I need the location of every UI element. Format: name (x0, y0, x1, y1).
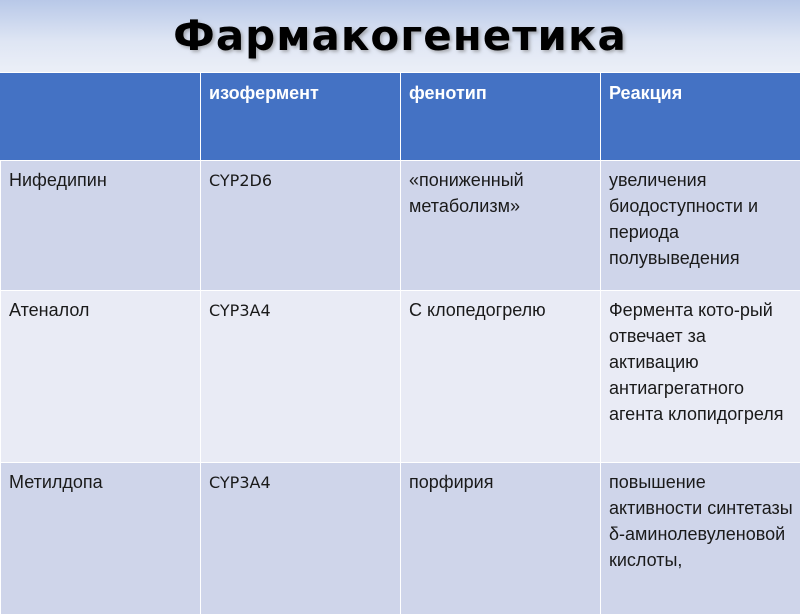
header-cell-isoenzyme: изофермент (201, 73, 401, 161)
table-row (1, 161, 800, 291)
drug-cell: Нифедипин (1, 161, 201, 291)
reaction-cell: Фермента кото-рый отвечает за активацию антиагрегатного агента клопидогреля (601, 291, 800, 463)
table-header-row (1, 73, 800, 161)
pharmacogenetics-table (0, 72, 800, 615)
drug-cell: Метилдопа (1, 463, 201, 615)
enzyme-cell: CYP2D6 (201, 161, 401, 291)
reaction-cell: увеличения биодоступности и периода полувыведения (601, 161, 800, 291)
reaction-cell: повышение активности синтетазы δ-аминолевуленовой кислоты, (601, 463, 800, 615)
header-cell-phenotype: фенотип (401, 73, 601, 161)
phenotype-cell: С клопедогрелю (401, 291, 601, 463)
enzyme-cell: CYP3A4 (201, 291, 401, 463)
header-cell-reaction: Реакция (601, 73, 800, 161)
table-row (1, 291, 800, 463)
drug-cell: Атеналол (1, 291, 201, 463)
phenotype-cell: порфирия (401, 463, 601, 615)
slide-title: Фармакогенетика (0, 4, 800, 68)
table-row (1, 463, 800, 615)
header-cell-empty (1, 73, 201, 161)
phenotype-cell: «пониженный метаболизм» (401, 161, 601, 291)
enzyme-cell: CYP3A4 (201, 463, 401, 615)
